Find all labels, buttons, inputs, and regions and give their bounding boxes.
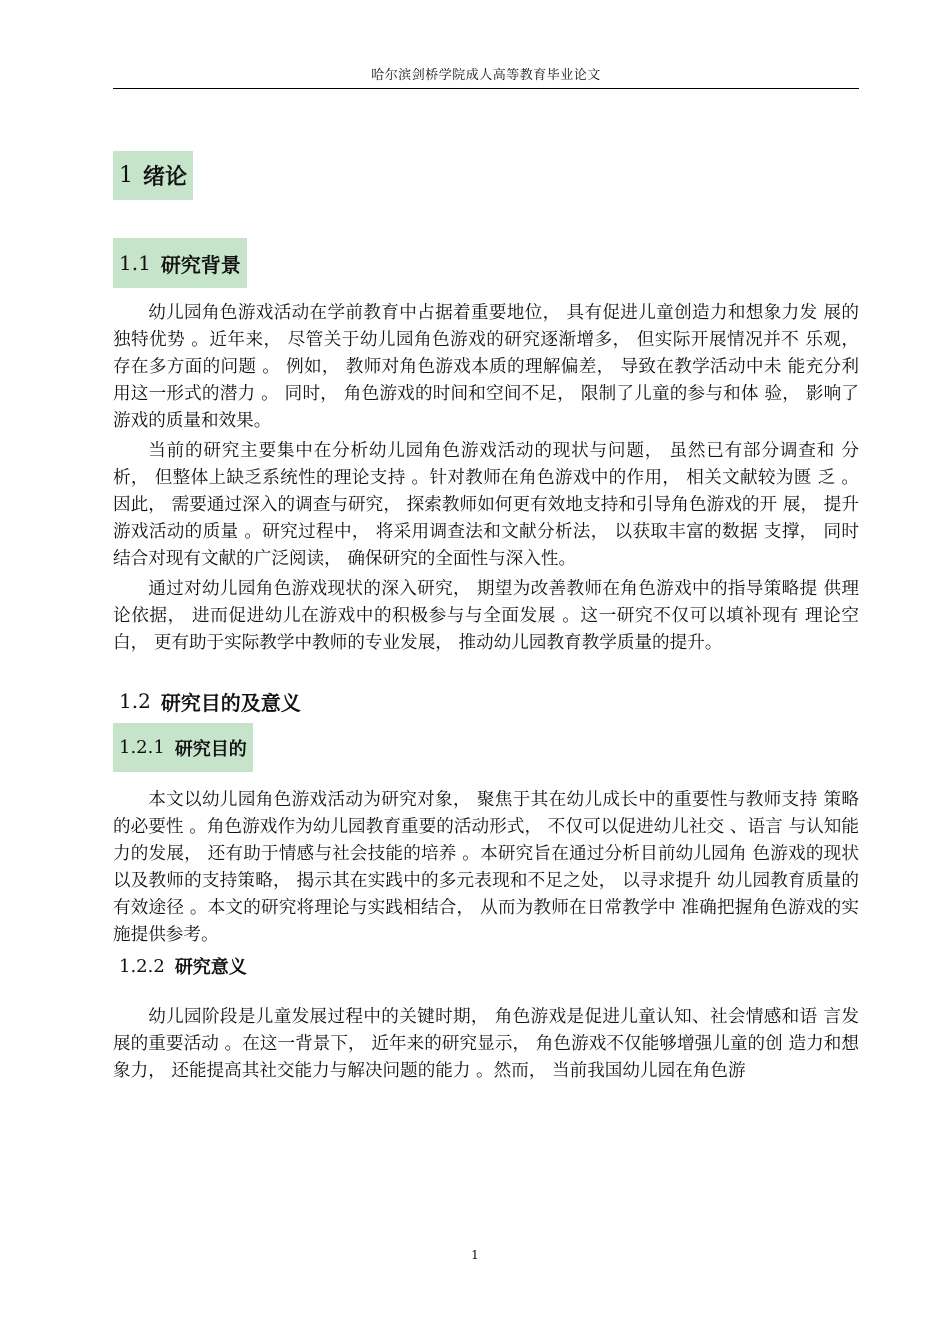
subsection-number: 1.2.1 xyxy=(119,737,165,758)
body-paragraph: 通过对幼儿园角色游戏现状的深入研究， 期望为改善教师在角色游戏中的指导策略提 供理论依据， 进而促进幼儿在游戏中的积极参与与全面发展 。这一研究不仅可以填补现有 理论空白， 更有助于实际教学中教师的专业发展， 推动幼儿园教育教学质量的提升。 xyxy=(113,579,859,654)
section-heading-1-2 xyxy=(113,684,301,718)
subsection-number: 1.2.2 xyxy=(119,955,165,977)
chapter-title: 绪论 xyxy=(143,165,188,190)
page-number: 1 xyxy=(471,1248,479,1262)
section-title: 研究目的及意义 xyxy=(160,690,301,715)
chapter-number: 1 xyxy=(119,163,133,188)
body-paragraph: 当前的研究主要集中在分析幼儿园角色游戏活动的现状与问题， 虽然已有部分调查和 分析， 但整体上缺乏系统性的理论支持 。针对教师在角色游戏中的作用， 相关文献较为匮 乏 。 因此， 需要通过深入的调查与研究， 探索教师如何更有效地支持和引导角色游戏的开 展， 提升游戏活动的质量 。研究过程中， 将采用调查法和文献分析法， 以获取丰富的数据 支撑， 同时结合对现有文献的广泛阅读， 确保研究的全面性与深入性。 xyxy=(113,441,859,570)
body-paragraph: 本文以幼儿园角色游戏活动为研究对象， 聚焦于其在幼儿成长中的重要性与教师支持 策略的必要性 。角色游戏作为幼儿园教育重要的活动形式， 不仅可以促进幼儿社交 、语言 与认知能力的发展， 还有助于情感与社会技能的培养 。本研究旨在通过分析目前幼儿园角 色游戏的现状以及教师的支持策略， 揭示其在实践中的多元表现和不足之处， 以寻求提升 幼儿园教育质量的有效途径 。本文的研究将理论与实践相结合， 从而为教师在日常教学中 准确把握角色游戏的实施提供参考。 xyxy=(113,790,859,946)
subsection-title: 研究意义 xyxy=(174,957,247,978)
subsection-title: 研究目的 xyxy=(174,738,247,760)
section-number: 1.1 xyxy=(119,251,151,275)
chapter-heading xyxy=(113,151,193,200)
header-divider xyxy=(113,88,859,89)
section-number: 1.2 xyxy=(119,689,151,713)
body-paragraph: 幼儿园阶段是儿童发展过程中的关键时期， 角色游戏是促进儿童认知、社会情感和语 言发展的重要活动 。在这一背景下， 近年来的研究显示， 角色游戏不仅能够增强儿童的创 造力和想象力， 还能提高其社交能力与解决问题的能力 。然而， 当前我国幼儿园在角色游 xyxy=(113,1007,859,1082)
body-paragraph: 幼儿园角色游戏活动在学前教育中占据着重要地位， 具有促进儿童创造力和想象力发 展的独特优势 。近年来， 尽管关于幼儿园角色游戏的研究逐渐增多， 但实际开展情况并不 乐观， 存在多方面的问题 。 例如， 教师对角色游戏本质的理解偏差， 导致在教学活动中未 能充分利用这一形式的潜力 。 同时， 角色游戏的时间和空间不足， 限制了儿童的参与和体 验， 影响了游戏的质量和效果。 xyxy=(113,303,859,432)
subsection-heading-1-2-2 xyxy=(113,950,247,982)
running-header: 哈尔滨剑桥学院成人高等教育毕业论文 xyxy=(371,68,601,83)
section-heading-1-1 xyxy=(113,238,247,288)
subsection-heading-1-2-1 xyxy=(113,723,253,772)
section-title: 研究背景 xyxy=(160,252,241,277)
